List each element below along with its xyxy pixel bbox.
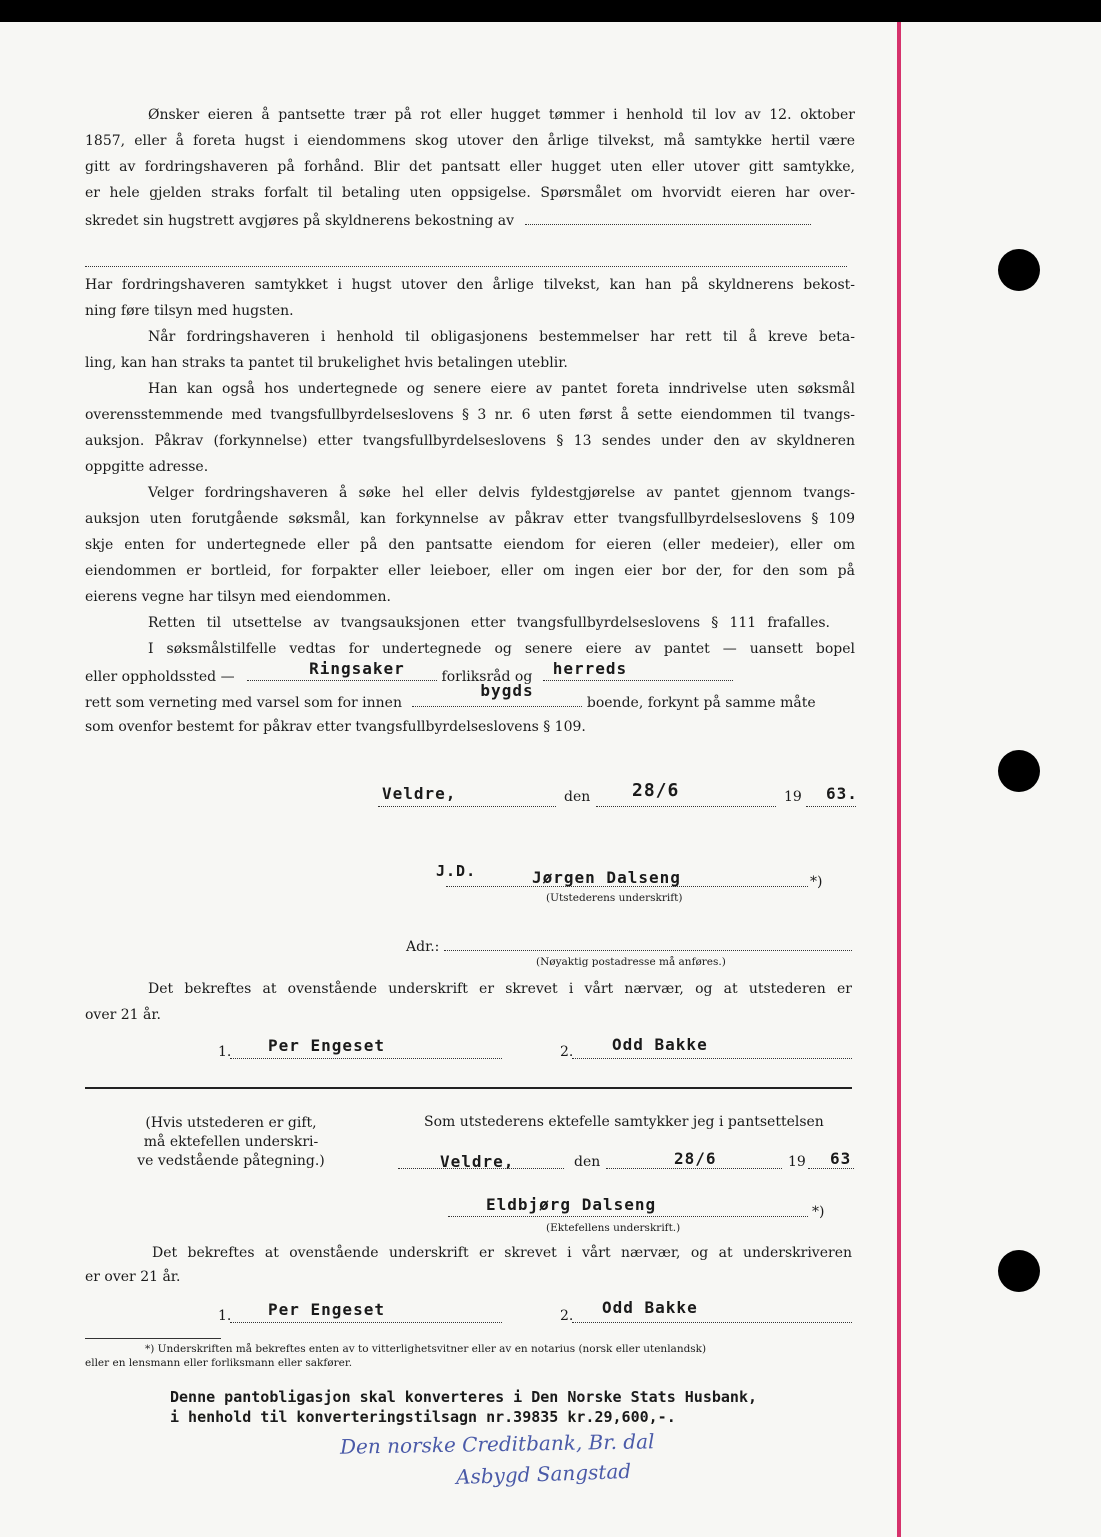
- para1-line-last: [85, 210, 855, 230]
- witness2-name: Odd Bakke: [602, 1298, 698, 1317]
- den-label: den: [574, 1154, 601, 1170]
- dotted-fill: [606, 1168, 782, 1169]
- handwritten-note: Den norske Creditbank, Br. dal: [339, 1429, 655, 1459]
- signer-caption: (Utstederens underskrift): [546, 892, 683, 904]
- punch-hole: [998, 750, 1040, 792]
- den-label: den: [564, 789, 591, 805]
- dotted-fill: [85, 266, 847, 267]
- dotted-fill: [525, 210, 811, 225]
- witness-text: er over 21 år.: [85, 1269, 181, 1285]
- typed-court: herreds: [552, 659, 628, 678]
- para1-text: skredet sin hugstrett avgjøres på skyldnerens bekostning av: [85, 213, 515, 229]
- typed-area: bygds: [480, 681, 534, 700]
- typed-venue: Ringsaker: [309, 659, 405, 678]
- para5-line: auksjon uten forutgående søksmål, kan forkynnelse av påkrav etter tvangsfullbyrdelseslovens § 109: [85, 511, 855, 527]
- witness-number: 2.: [560, 1308, 574, 1324]
- dotted-fill: [230, 1322, 502, 1323]
- footnote-line: eller en lensmann eller forliksmann eller sakfører.: [85, 1357, 353, 1369]
- place-value: Veldre,: [382, 784, 457, 803]
- para5-line: eiendommen er bortleid, for forpakter eller leieboer, eller om ingen eier bor der, for den som på: [85, 563, 855, 579]
- witness1-name: Per Engeset: [268, 1300, 385, 1319]
- para1-line: er hele gjelden straks forfalt til betaling uten oppsigelse. Spørsmålet om hvorvidt eieren har over-: [85, 185, 855, 201]
- year-prefix: 19: [788, 1154, 806, 1170]
- date-value: 28/6: [632, 780, 680, 801]
- witness-text: over 21 år.: [85, 1007, 161, 1023]
- dotted-fill: [448, 1216, 808, 1217]
- conversion-stamp-line: i henhold til konverteringstilsagn nr.39835 kr.29,600,-.: [170, 1408, 676, 1426]
- dotted-fill: [412, 681, 582, 707]
- year-prefix: 19: [784, 789, 802, 805]
- dotted-fill: [572, 1322, 852, 1323]
- para7-line2: [85, 659, 855, 686]
- footnote: [85, 1342, 855, 1370]
- para4-line: overensstemmende med tvangsfullbyrdelseslovens § 3 nr. 6 uten først å sette eiendommen til tvangs-: [85, 407, 855, 423]
- spouse-caption: (Ektefellens underskrift.): [546, 1222, 681, 1234]
- witness-text: Det bekreftes at ovenstående underskrift er skrevet i vårt nærvær, og at underskriveren: [152, 1245, 852, 1261]
- footnote-marker: *): [812, 1204, 825, 1220]
- spouse-date: 28/6: [674, 1149, 717, 1168]
- para3-line: ling, kan han straks ta pantet til brukelighet hvis betalingen uteblir.: [85, 355, 568, 371]
- document-page: [0, 22, 1101, 1537]
- spouse-note-line: må ektefellen underskri-: [143, 1134, 319, 1150]
- conversion-stamp-line: Denne pantobligasjon skal konverteres i Den Norske Stats Husbank,: [170, 1388, 757, 1406]
- address-field: [444, 950, 852, 951]
- para5-line: eierens vegne har tilsyn med eiendommen.: [85, 589, 391, 605]
- para2-line: ning føre tilsyn med hugsten.: [85, 303, 294, 319]
- para3-line: Når fordringshaveren i henhold til obligasjonens bestemmelser har rett til å kreve beta-: [148, 329, 855, 345]
- footnote-line: *) Underskriften må bekreftes enten av to vitterlighetsvitner eller av en notarius (norsk eller utenlandsk): [145, 1343, 707, 1355]
- para1-line: 1857, eller å foreta hugst i eiendommens skog utover den årlige tilvekst, må samtykke hertil være: [85, 133, 855, 149]
- para5-line: skje enten for undertegnede eller på den pantsatte eiendom for eieren (eller medeier), eller om: [85, 537, 855, 553]
- punch-hole: [998, 249, 1040, 291]
- dotted-fill: [543, 659, 733, 681]
- para7-text: boende, forkynt på samme måte: [586, 695, 816, 711]
- footnote-marker: *): [810, 874, 823, 890]
- dotted-fill: [808, 1168, 854, 1169]
- witness1-name: Per Engeset: [268, 1036, 385, 1055]
- dotted-fill: [572, 1058, 852, 1059]
- para7-text: eller oppholdssted —: [85, 669, 235, 685]
- spouse-name: Eldbjørg Dalseng: [486, 1195, 657, 1214]
- signer-initials: J.D.: [436, 862, 477, 880]
- margin-line: [897, 22, 901, 1537]
- para1-line: Ønsker eieren å pantsette trær på rot eller hugget tømmer i henhold til lov av 12. oktober: [148, 107, 855, 123]
- spouse-note-line: ve vedstående påtegning.): [137, 1153, 325, 1169]
- witness-number: 1.: [218, 1044, 232, 1060]
- para7-text: rett som verneting med varsel som for innen: [85, 695, 402, 711]
- dotted-fill: [230, 1058, 502, 1059]
- section-divider: [85, 1087, 852, 1089]
- para4-line: oppgitte adresse.: [85, 459, 209, 475]
- footnote-rule: [85, 1338, 221, 1339]
- spouse-consent: Som utstederens ektefelle samtykker jeg i pantsettelsen: [424, 1114, 824, 1130]
- witness2-name: Odd Bakke: [612, 1035, 708, 1054]
- handwritten-note: Asbygd Sangstad: [455, 1458, 632, 1490]
- witness-number: 2.: [560, 1044, 574, 1060]
- para2-line: Har fordringshaveren samtykket i hugst utover den årlige tilvekst, kan han på skyldnerens bekost-: [85, 277, 855, 293]
- punch-hole: [998, 1250, 1040, 1292]
- spouse-note: [118, 1114, 344, 1171]
- para6-line: Retten til utsettelse av tvangsauksjonen etter tvangsfullbyrdelseslovens § 111 frafalles.: [148, 615, 830, 631]
- para7-text: forliksråd og: [441, 669, 533, 685]
- spouse-year: 63: [830, 1149, 852, 1168]
- para5-line: Velger fordringshaveren å søke hel eller delvis fyldestgjørelse av pantet gjennom tvangs-: [148, 485, 855, 501]
- dotted-fill: [247, 659, 437, 681]
- signer-name: Jørgen Dalseng: [532, 868, 681, 887]
- witness-number: 1.: [218, 1308, 232, 1324]
- spouse-place: Veldre,: [440, 1152, 515, 1171]
- para4-line: Han kan også hos undertegnede og senere eiere av pantet foreta inndrivelse uten søksmål: [148, 381, 855, 397]
- spouse-note-line: (Hvis utstederen er gift,: [145, 1115, 317, 1131]
- address-caption: (Nøyaktig postadresse må anføres.): [536, 956, 726, 968]
- para4-line: auksjon. Påkrav (forkynnelse) etter tvangsfullbyrdelseslovens § 13 sendes under den av skyldneren: [85, 433, 855, 449]
- para7-line3: [85, 681, 855, 712]
- para7-line: som ovenfor bestemt for påkrav etter tvangsfullbyrdelseslovens § 109.: [85, 719, 586, 735]
- para7-line: I søksmålstilfelle vedtas for undertegnede og senere eiere av pantet — uansett bopel: [148, 641, 855, 657]
- year-value: 63.: [826, 784, 858, 803]
- witness-text: Det bekreftes at ovenstående underskrift er skrevet i vårt nærvær, og at utstederen er: [148, 981, 852, 997]
- para1-line: gitt av fordringshaveren på forhånd. Blir det pantsatt eller hugget uten eller utover gitt samtykke,: [85, 159, 855, 175]
- dotted-fill: [596, 792, 776, 807]
- address-label: Adr.:: [406, 939, 440, 955]
